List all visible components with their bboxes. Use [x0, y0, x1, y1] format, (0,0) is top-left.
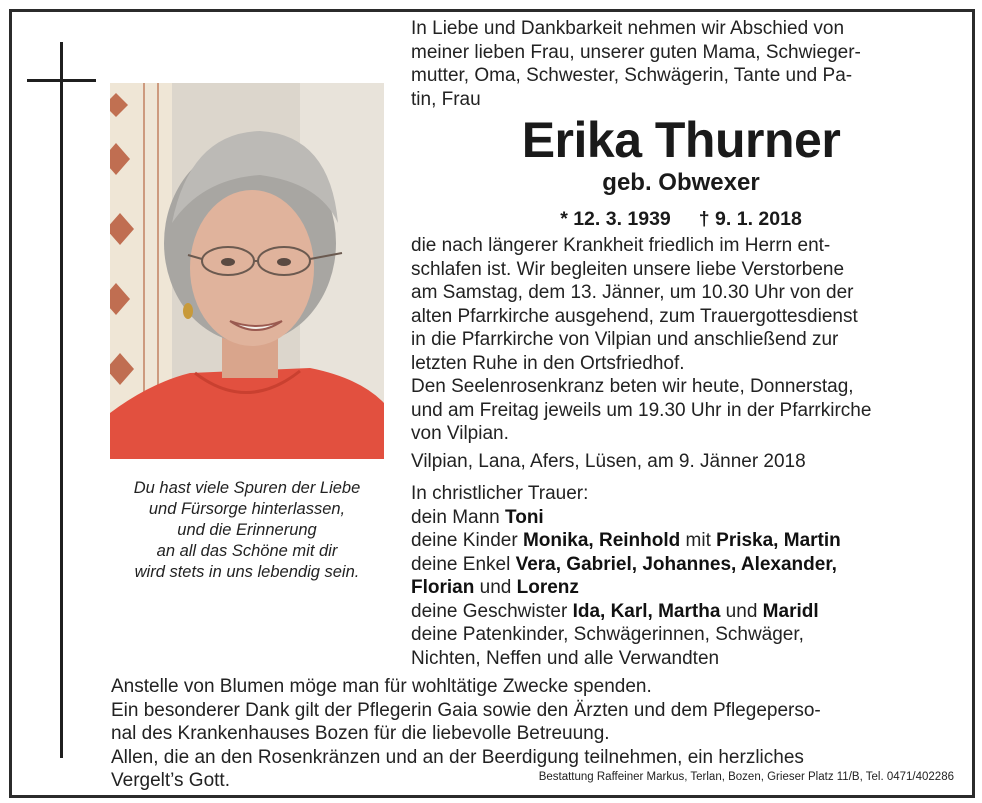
- mourners-siblings: [411, 600, 951, 624]
- label: deine Enkel: [411, 553, 516, 575]
- memorial-quote: [100, 478, 394, 583]
- label: dein Mann: [411, 506, 506, 528]
- husband-name: Toni: [505, 506, 544, 528]
- sibling-name: Maridl: [762, 600, 819, 622]
- portrait-photo: [110, 83, 384, 459]
- body-line: und am Freitag jeweils um 19.30 Uhr in der Pfarrkirche: [411, 399, 872, 421]
- funeral-details: [411, 234, 951, 446]
- body-line: alten Pfarrkirche ausgehend, zum Trauergottesdienst: [411, 305, 858, 327]
- maiden-name: geb. Obwexer: [602, 169, 760, 196]
- quote-line: Du hast viele Spuren der Liebe: [133, 479, 361, 497]
- birth-date: * 12. 3. 1939: [560, 208, 671, 230]
- footer-line: Vergelt’s Gott.: [111, 770, 230, 791]
- body-line: am Samstag, dem 13. Jänner, um 10.30 Uhr von der: [411, 282, 854, 303]
- quote-line: und Fürsorge hinterlassen,: [148, 500, 346, 518]
- intro-line: meiner lieben Frau, unserer guten Mama, Schwieger-: [411, 41, 861, 63]
- cross-bar: [27, 79, 96, 82]
- footer-line: nal des Krankenhauses Bozen für die liebevolle Betreuung.: [111, 723, 610, 744]
- body-line: schlafen ist. Wir begleiten unsere liebe Verstorbene: [411, 258, 845, 280]
- mourners-husband: [411, 506, 951, 530]
- mourners-others: Nichten, Neffen und alle Verwandten: [411, 647, 720, 669]
- body-line: in die Pfarrkirche von Vilpian und anschließend zur: [411, 329, 839, 350]
- body-line: von Vilpian.: [411, 423, 509, 444]
- mourners-grandchildren-cont: [411, 576, 951, 600]
- intro-paragraph: [411, 17, 951, 111]
- mourners-children: [411, 529, 951, 553]
- mourners-others: deine Patenkinder, Schwägerinnen, Schwäger,: [411, 624, 804, 645]
- intro-line: In Liebe und Dankbarkeit nehmen wir Abschied von: [411, 18, 845, 39]
- mourners-grandchildren: [411, 553, 951, 577]
- grandchild-name: Florian: [411, 577, 475, 598]
- footer-line: Anstelle von Blumen möge man für wohltätige Zwecke spenden.: [111, 676, 652, 697]
- intro-line: tin, Frau: [411, 88, 481, 110]
- quote-line: wird stets in uns lebendig sein.: [134, 563, 360, 581]
- connector: und: [474, 577, 517, 598]
- label: deine Geschwister: [411, 600, 573, 622]
- cross-icon: [60, 42, 63, 758]
- body-line: Den Seelenrosenkranz beten wir heute, Donnerstag,: [411, 376, 854, 397]
- place-date: Vilpian, Lana, Afers, Lüsen, am 9. Jänner 2018: [411, 451, 806, 472]
- grandchild-name: Lorenz: [516, 577, 579, 598]
- quote-line: an all das Schöne mit dir: [156, 542, 338, 560]
- undertaker-credit: Bestattung Raffeiner Markus, Terlan, Bozen, Grieser Platz 11/B, Tel. 0471/402286: [538, 771, 954, 783]
- connector: und: [720, 600, 763, 622]
- quote-line: und die Erinnerung: [177, 521, 317, 539]
- sibling-names: Ida, Karl, Martha: [572, 600, 721, 622]
- death-date: † 9. 1. 2018: [698, 208, 802, 230]
- children-partners: Priska, Martin: [716, 530, 841, 551]
- grandchildren-names: Vera, Gabriel, Johannes, Alexander,: [515, 553, 837, 575]
- body-line: die nach längerer Krankheit friedlich im Herrn ent-: [411, 235, 831, 256]
- connector: mit: [680, 530, 717, 551]
- label: deine Kinder: [411, 530, 523, 551]
- mourners-heading: In christlicher Trauer:: [411, 483, 589, 504]
- footer-line: Ein besonderer Dank gilt der Pflegerin Gaia sowie den Ärzten und dem Pflegeperso-: [111, 699, 821, 721]
- mourners-list: [411, 482, 951, 670]
- body-line: letzten Ruhe in den Ortsfriedhof.: [411, 352, 685, 374]
- children-names: Monika, Reinhold: [522, 530, 681, 551]
- life-dates: [411, 206, 951, 232]
- footer-line: Allen, die an den Rosenkränzen und an der Beerdigung teilnehmen, ein herzliches: [111, 746, 804, 768]
- intro-line: mutter, Oma, Schwester, Schwägerin, Tante und Pa-: [411, 65, 853, 86]
- deceased-name: Erika Thurner: [521, 112, 841, 168]
